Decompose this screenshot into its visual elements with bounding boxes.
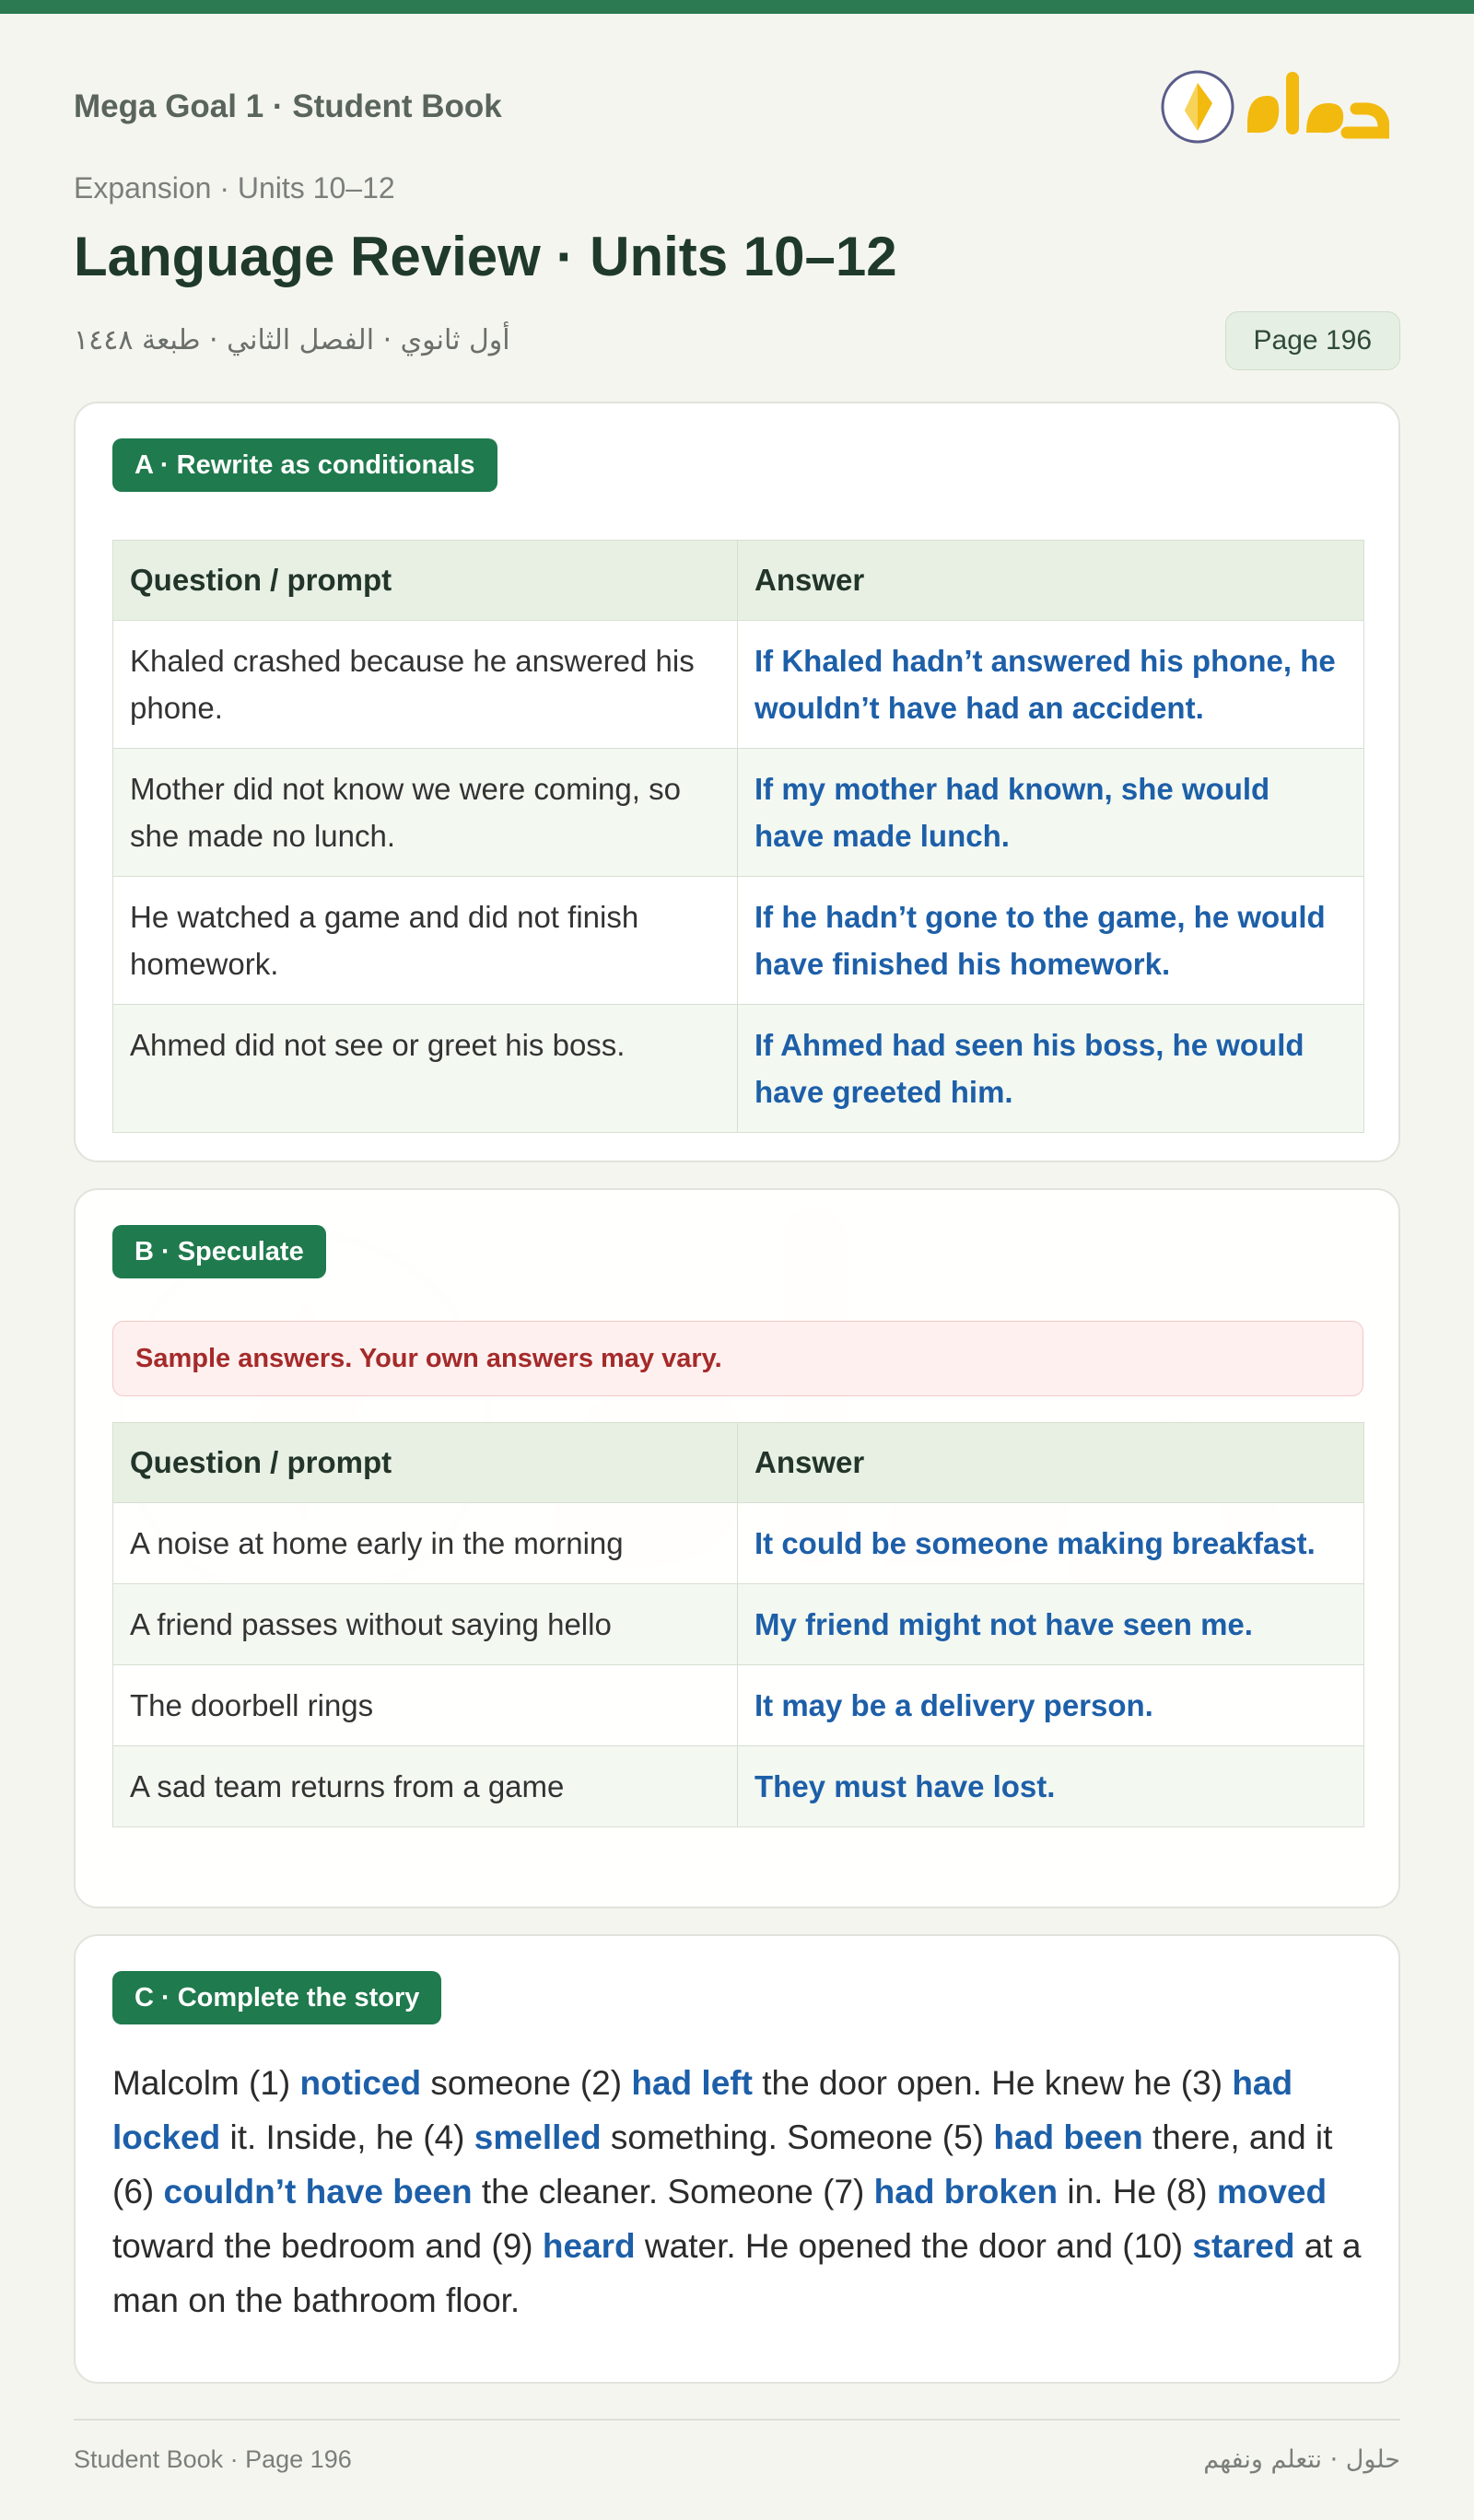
story-answer: had been — [993, 2118, 1143, 2156]
prompt-cell: Mother did not know we were coming, so she made no lunch. — [113, 749, 738, 877]
table-row — [113, 1584, 1364, 1665]
prompt-cell: Ahmed did not see or greet his boss. — [113, 1005, 738, 1133]
prompt-cell: A noise at home early in the morning — [113, 1503, 738, 1584]
table-row — [113, 877, 1364, 1005]
prompt-cell: The doorbell rings — [113, 1665, 738, 1746]
story-answer: noticed — [299, 2064, 422, 2102]
book-title: Mega Goal 1 · Student Book — [74, 88, 502, 124]
answer-cell: It could be someone making breakfast. — [738, 1503, 1364, 1584]
column-header-answer: Answer — [738, 541, 1364, 621]
story-text: Malcolm (1) — [112, 2064, 300, 2102]
story-answer: stared — [1192, 2227, 1295, 2265]
table-row — [113, 621, 1364, 749]
story-answer: couldn’t have been — [163, 2173, 473, 2211]
column-header-question: Question / prompt — [113, 1423, 738, 1503]
section-c-tag: C · Complete the story — [112, 1971, 441, 2024]
column-header-answer: Answer — [738, 1423, 1364, 1503]
footer-divider — [74, 2419, 1400, 2421]
footer-brand-tagline: حلول · نتعلم ونفهم — [1203, 2445, 1400, 2474]
story-text: at a man on the bathroom floor. — [112, 2227, 1362, 2319]
hulul-logo — [1159, 59, 1389, 151]
story-text: in. He (8) — [1058, 2173, 1217, 2211]
answer-cell: It may be a delivery person. — [738, 1665, 1364, 1746]
top-accent-bar — [0, 0, 1474, 14]
story-text: something. Someone (5) — [601, 2118, 994, 2156]
answer-cell: If he hadn’t gone to the game, he would have finished his homework. — [738, 877, 1364, 1005]
story-paragraph — [112, 2056, 1375, 2328]
story-answer: had left — [631, 2064, 753, 2102]
section-a-table — [112, 540, 1364, 1133]
answer-cell: If Ahmed had seen his boss, he would have greeted him. — [738, 1005, 1364, 1133]
story-answer: moved — [1216, 2173, 1328, 2211]
story-text: the door open. He knew he (3) — [752, 2064, 1233, 2102]
table-row — [113, 1005, 1364, 1133]
story-answer: smelled — [474, 2118, 602, 2156]
prompt-cell: A friend passes without saying hello — [113, 1584, 738, 1665]
story-text: toward the bedroom and (9) — [112, 2227, 543, 2265]
section-c-card — [74, 1934, 1400, 2384]
section-a-card — [74, 402, 1400, 1162]
prompt-cell: A sad team returns from a game — [113, 1746, 738, 1827]
page-badge: Page 196 — [1225, 311, 1400, 370]
story-text: someone (2) — [421, 2064, 632, 2102]
story-text: there, and it (6) — [112, 2118, 1333, 2211]
section-a-tag: A · Rewrite as conditionals — [112, 438, 497, 492]
section-subtitle: Expansion · Units 10–12 — [74, 171, 395, 204]
table-row — [113, 1503, 1364, 1584]
page-title: Language Review · Units 10–12 — [74, 226, 897, 287]
prompt-cell: He watched a game and did not finish homework. — [113, 877, 738, 1005]
section-b-table — [112, 1422, 1364, 1827]
story-answer: heard — [542, 2227, 636, 2265]
table-row — [113, 1746, 1364, 1827]
section-b-tag: B · Speculate — [112, 1225, 326, 1278]
sample-answers-notice: Sample answers. Your own answers may vary. — [112, 1321, 1363, 1396]
answer-cell: If Khaled hadn’t answered his phone, he wouldn’t have had an accident. — [738, 621, 1364, 749]
answer-cell: My friend might not have seen me. — [738, 1584, 1364, 1665]
column-header-question: Question / prompt — [113, 541, 738, 621]
story-answer: had broken — [873, 2173, 1059, 2211]
arabic-meta: أول ثانوي · الفصل الثاني · طبعة ١٤٤٨ — [74, 324, 510, 356]
story-text: the cleaner. Someone (7) — [472, 2173, 874, 2211]
story-text: water. He opened the door and (10) — [635, 2227, 1193, 2265]
section-b-card — [74, 1188, 1400, 1908]
answer-cell: If my mother had known, she would have made lunch. — [738, 749, 1364, 877]
prompt-cell: Khaled crashed because he answered his phone. — [113, 621, 738, 749]
story-answer: had locked — [112, 2064, 1293, 2156]
table-row — [113, 749, 1364, 877]
footer-page-label: Student Book · Page 196 — [74, 2445, 352, 2473]
answer-cell: They must have lost. — [738, 1746, 1364, 1827]
story-text: it. Inside, he (4) — [220, 2118, 474, 2156]
table-row — [113, 1665, 1364, 1746]
